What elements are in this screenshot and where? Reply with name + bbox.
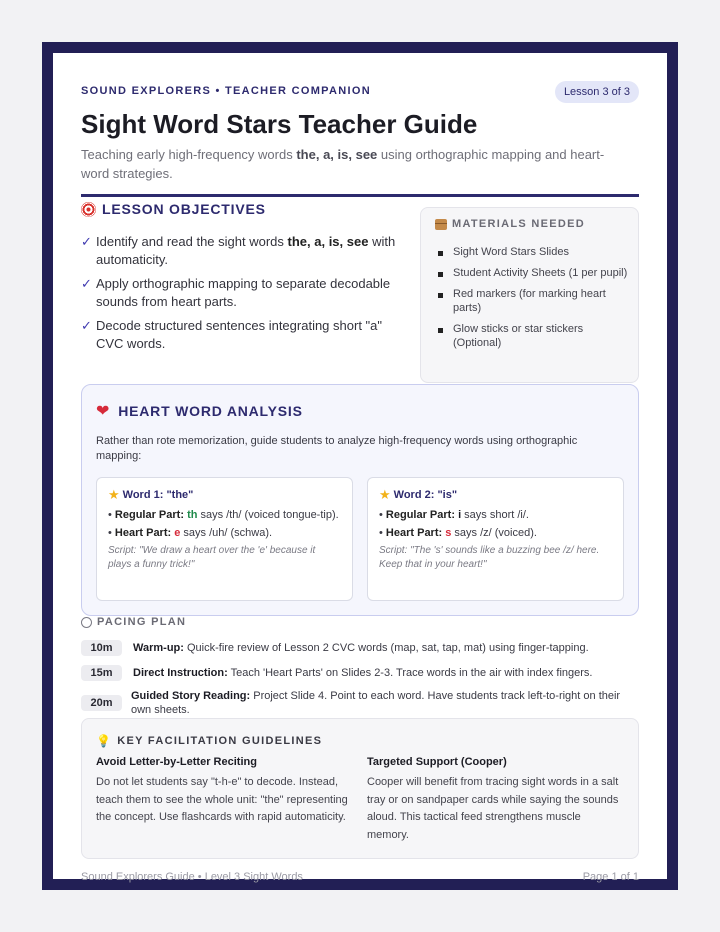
- heart-part-line: • Heart Part: s says /z/ (voiced).: [379, 527, 537, 539]
- teacher-script: Script: "We draw a heart over the 'e' because it plays a funny trick!": [108, 545, 316, 570]
- pacing-heading-text: PACING PLAN: [97, 616, 187, 628]
- material-item: Glow sticks or star stickers (Optional): [435, 322, 630, 350]
- materials-heading-text: MATERIALS NEEDED: [452, 218, 586, 230]
- pacing-time-badge: 10m: [81, 640, 122, 656]
- lesson-badge: Lesson 3 of 3: [555, 81, 639, 103]
- subtitle-words: the, a, is, see: [296, 147, 378, 162]
- objectives-heading-text: LESSON OBJECTIVES: [102, 201, 266, 217]
- header: [81, 81, 639, 103]
- checkmark-icon: ✓: [81, 234, 92, 249]
- objective-bold: the, a, is, see: [287, 234, 369, 249]
- page-title: Sight Word Stars Teacher Guide: [81, 109, 478, 139]
- word-card-title: ★ Word 2: "is": [379, 487, 458, 502]
- heart-word-card: [81, 384, 639, 616]
- document-page: [53, 53, 667, 883]
- regular-part-line: • Regular Part: i says short /i/.: [379, 509, 529, 521]
- box-icon: [435, 219, 447, 230]
- facilitation-guidelines-card: [81, 718, 639, 859]
- pacing-description: Direct Instruction: Teach 'Heart Parts' on Slides 2-3. Trace words in the air with index fingers.: [133, 667, 593, 679]
- page-number: Page 1 of 1: [582, 871, 639, 883]
- lightbulb-icon: 💡: [96, 734, 113, 748]
- header-divider: [81, 194, 639, 197]
- word-card-the: [96, 477, 353, 601]
- subtitle-after: using orthographic mapping and heart-word strategies.: [81, 147, 605, 181]
- heart-icon: ❤: [96, 403, 111, 420]
- materials-heading: [435, 218, 585, 230]
- page-content: [81, 53, 639, 883]
- regular-grapheme: i: [458, 509, 462, 521]
- regular-part-line: • Regular Part: th says /th/ (voiced tongue-tip).: [108, 509, 339, 521]
- pacing-time-badge: 15m: [81, 665, 122, 681]
- heart-analysis-heading-text: HEART WORD ANALYSIS: [118, 403, 303, 419]
- star-icon: ★: [379, 487, 391, 502]
- pacing-description: Warm-up: Quick-fire review of Lesson 2 CVC words (map, sat, tap, mat) using finger-tapping.: [133, 642, 589, 654]
- subtitle-before: Teaching early high-frequency words: [81, 147, 297, 162]
- page-frame: [42, 42, 678, 890]
- pacing-time-badge: 20m: [81, 695, 122, 711]
- objective-text-end: with automaticity.: [96, 234, 396, 267]
- objectives-list: [81, 233, 411, 359]
- star-icon: ★: [108, 487, 120, 502]
- guidelines-heading: [96, 734, 322, 748]
- material-item: Student Activity Sheets (1 per pupil): [435, 266, 630, 280]
- word-card-title: ★ Word 1: "the": [108, 487, 194, 502]
- guideline-column: [367, 756, 622, 844]
- heart-part-line: • Heart Part: e says /uh/ (schwa).: [108, 527, 273, 539]
- guidelines-heading-text: KEY FACILITATION GUIDELINES: [117, 735, 323, 747]
- objectives-heading: [81, 201, 266, 217]
- checkmark-icon: ✓: [81, 276, 92, 291]
- objective-text: Identify and read the sight words: [96, 234, 288, 249]
- eyebrow-label: SOUND EXPLORERS • TEACHER COMPANION: [81, 85, 371, 97]
- objective-text: Decode structured sentences integrating short "a" CVC words.: [96, 318, 382, 351]
- material-item: Red markers (for marking heart parts): [435, 287, 630, 315]
- regular-grapheme: th: [187, 509, 198, 521]
- footer-left: Sound Explorers Guide • Level 3 Sight Words: [81, 871, 303, 883]
- heart-analysis-description: Rather than rote memorization, guide students to analyze high-frequency words using orthographic mapping:: [96, 435, 578, 462]
- checkmark-icon: ✓: [81, 318, 92, 333]
- timer-icon: [81, 617, 92, 628]
- guideline-column: [96, 756, 351, 827]
- objective-item: [81, 317, 411, 353]
- material-item: Sight Word Stars Slides: [435, 245, 630, 259]
- page-subtitle: [81, 145, 626, 183]
- teacher-script: Script: "The 's' sounds like a buzzing bee /z/ here. Keep that in your heart!": [379, 545, 600, 570]
- word-card-is: [367, 477, 624, 601]
- guideline-body: Do not let students say "t-h-e" to decode. Instead, teach them to see the whole unit: "the" representing the concept. Use flashcards with rapid automaticity.: [96, 776, 348, 823]
- heart-grapheme: s: [445, 527, 452, 539]
- objective-text: Apply orthographic mapping to separate decodable sounds from heart parts.: [96, 276, 391, 309]
- materials-panel: [420, 207, 639, 383]
- target-icon: [81, 202, 96, 217]
- guideline-body: Cooper will benefit from tracing sight words in a salt tray or on sandpaper cards while saying the sounds aloud. This tactical feed strengthens muscle memory.: [367, 776, 619, 841]
- pacing-description: Guided Story Reading: Project Slide 4. Point to each word. Have students track left-to-right on their own sheets.: [131, 690, 621, 716]
- objective-item: [81, 275, 411, 311]
- heart-analysis-heading: [96, 401, 303, 421]
- guideline-title: Avoid Letter-by-Letter Reciting: [96, 756, 257, 768]
- objective-item: [81, 233, 411, 269]
- heart-grapheme: e: [174, 527, 181, 539]
- materials-list: [435, 245, 630, 357]
- guideline-title: Targeted Support (Cooper): [367, 756, 507, 768]
- pacing-heading: [81, 616, 186, 628]
